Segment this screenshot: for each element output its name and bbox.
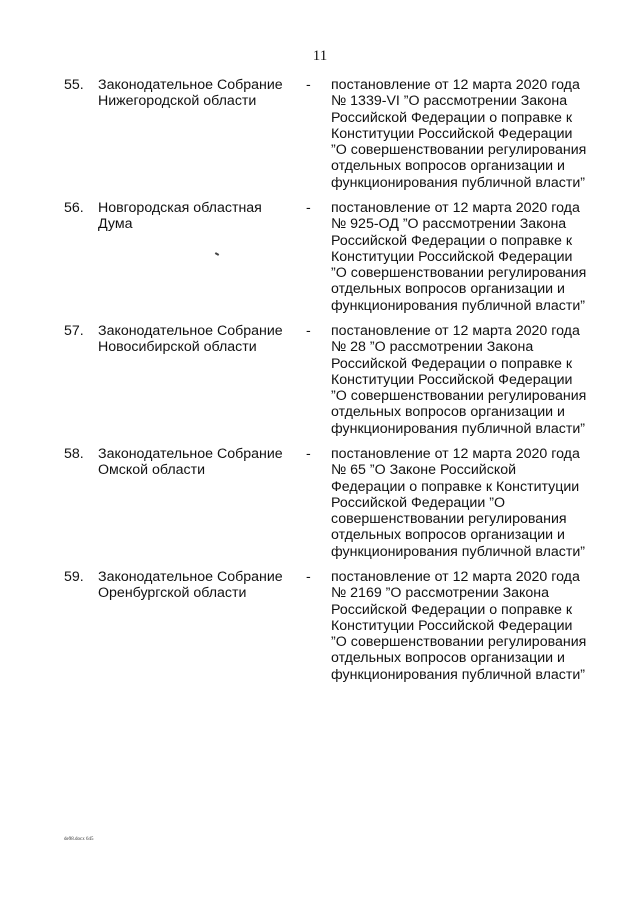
entry-number: 56.: [64, 200, 84, 216]
page-number: 11: [312, 48, 328, 64]
entry-number: 59.: [64, 569, 84, 585]
entry-organization: Законодательное Собрание Новосибирской области: [98, 323, 283, 356]
entry-dash: -: [306, 446, 311, 462]
entry-number: 58.: [64, 446, 84, 462]
entry-number: 57.: [64, 323, 84, 339]
entry-description: постановление от 12 марта 2020 года № 925-ОД ”О рассмотрении Закона Российской Федерации о поправке к Конституции Российской Федерации ”О совершенствовании регулирования отдельных вопросов организации и функционирования публичной власти”: [331, 200, 587, 314]
entry-organization: Законодательное Собрание Омской области: [98, 446, 283, 479]
entry-organization: Законодательное Собрание Оренбургской области: [98, 569, 283, 602]
entry-description: постановление от 12 марта 2020 года № 65 ”О Законе Российской Федерации о поправке к Конституции Российской Федерации ”О совершенствовании регулирования отдельных вопросов организации и функционирования публичной власти”: [331, 446, 586, 560]
entry-dash: -: [306, 77, 311, 93]
entry-number: 55.: [64, 77, 84, 93]
entry-organization: Новгородская областная Дума: [98, 200, 262, 233]
entry-organization: Законодательное Собрание Нижегородской области: [98, 77, 283, 110]
stray-mark: [215, 252, 219, 256]
entry-dash: -: [306, 200, 311, 216]
entry-description: постановление от 12 марта 2020 года № 2169 ”О рассмотрении Закона Российской Федерации о поправке к Конституции Российской Федерации ”О совершенствовании регулирования отдельных вопросов организации и функционирования публичной власти”: [331, 569, 587, 683]
entry-description: постановление от 12 марта 2020 года № 1339-VI ”О рассмотрении Закона Российской Федерации о поправке к Конституции Российской Федерации ”О совершенствовании регулирования отдельных вопросов организации и функционирования публичной власти”: [331, 77, 587, 191]
footer-file-note: de98.docx 645: [64, 837, 94, 842]
entry-dash: -: [306, 323, 311, 339]
entry-dash: -: [306, 569, 311, 585]
entry-description: постановление от 12 марта 2020 года № 28 ”О рассмотрении Закона Российской Федерации о поправке к Конституции Российской Федерации ”О совершенствовании регулирования отдельных вопросов организации и функционирования публичной власти”: [331, 323, 587, 437]
